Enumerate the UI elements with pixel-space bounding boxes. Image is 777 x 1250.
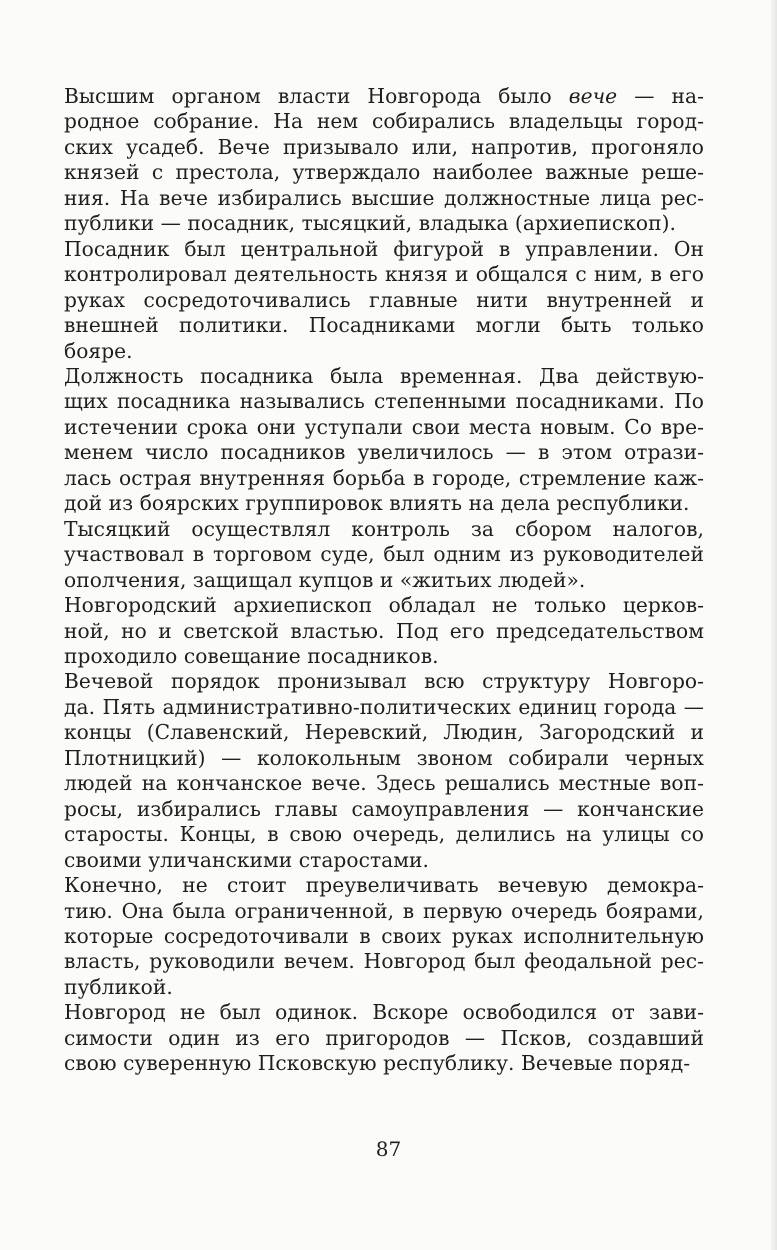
text-line: ной, но и светской властью. Под его председательством: [64, 618, 704, 643]
text-line: власть, руководили вечем. Новгород был феодальной рес-: [64, 949, 704, 974]
body-text: [64, 84, 704, 1077]
text-line: Новгородский архиепископ обладал не только церков-: [64, 593, 704, 618]
text-line: родное собрание. На нем собирались владельцы город-: [64, 109, 704, 134]
text-line: Тысяцкий осуществлял контроль за сбором налогов,: [64, 516, 704, 541]
text-line: симости один из его пригородов — Псков, создавший: [64, 1025, 704, 1050]
text-line: людей на кончанское вече. Здесь решались местные воп-: [64, 771, 704, 796]
paragraph: [64, 517, 704, 593]
text-line: публики — посадник, тысяцкий, владыка (архиепископ).: [64, 211, 676, 236]
text-line: свою суверенную Псковскую республику. Вечевые поряд-: [64, 1051, 691, 1076]
paragraph: [64, 364, 704, 517]
paragraph: [64, 237, 704, 364]
text-line: князей с престола, утверждало наиболее важные реше-: [64, 160, 704, 185]
text-line: Конечно, не стоит преувеличивать вечевую демокра-: [64, 873, 704, 898]
text-line: проходило совещание посадников.: [64, 643, 439, 668]
page-number: 87: [375, 1137, 402, 1161]
text-line: Вечевой порядок пронизывал всю структуру Новгоро-: [64, 669, 704, 694]
text-line: Посадник был центральной фигурой в управлении. Он: [64, 236, 704, 261]
text-line: внешней политики. Посадниками могли быть только: [64, 313, 704, 338]
text-line: истечении срока они уступали свои места новым. Со вре-: [64, 414, 704, 439]
text-line: тию. Она была ограниченной, в первую очередь боярами,: [64, 898, 704, 923]
text-line: публикой.: [64, 974, 173, 999]
text-line: своими уличанскими старостами.: [64, 847, 429, 872]
paragraph: [64, 84, 704, 237]
paragraph: [64, 593, 704, 669]
text-line: лась острая внутренняя борьба в городе, стремление каж-: [64, 465, 704, 490]
paragraph: [64, 1000, 704, 1076]
page-edge: [771, 0, 777, 1250]
text-line: бояре.: [64, 338, 133, 363]
text-line: ния. На вече избирались высшие должностные лица рес-: [64, 185, 704, 210]
text-line: концы (Славенский, Неревский, Людин, Загородский и: [64, 720, 704, 745]
text-line: Новгород не был одинок. Вскоре освободился от зави-: [64, 1000, 704, 1025]
text-line: щих посадника назывались степенными посадниками. По: [64, 389, 704, 414]
text-line: Плотницкий) — колокольным звоном собирали черных: [64, 745, 704, 770]
text-line: контролировал деятельность князя и общался с ним, в его: [64, 262, 704, 287]
text-line: которые сосредоточивали в своих руках исполнительную: [64, 923, 704, 948]
text-line: ских усадеб. Вече призывало или, напротив, прогоняло: [64, 134, 704, 159]
text-line: менем число посадников увеличилось — в этом отрази-: [64, 440, 704, 465]
text-line: ополчения, защищал купцов и «житьих людей».: [64, 567, 586, 592]
text-line: росы, избирались главы самоуправления — кончанские: [64, 796, 704, 821]
text-line: дой из боярских группировок влиять на дела республики.: [64, 491, 690, 516]
text-line: участвовал в торговом суде, был одним из руководителей: [64, 542, 704, 567]
paragraph: [64, 873, 704, 1000]
text-line: руках сосредоточивались главные нити внутренней и: [64, 287, 704, 312]
paragraph: [64, 669, 704, 873]
text-line: Высшим органом власти Новгорода было вече — на-: [64, 84, 704, 108]
text-line: да. Пять административно-политических единиц города —: [64, 694, 704, 719]
text-line: Должность посадника была временная. Два действую-: [64, 363, 704, 388]
text-line: старосты. Концы, в свою очередь, делились на улицы со: [64, 822, 704, 847]
